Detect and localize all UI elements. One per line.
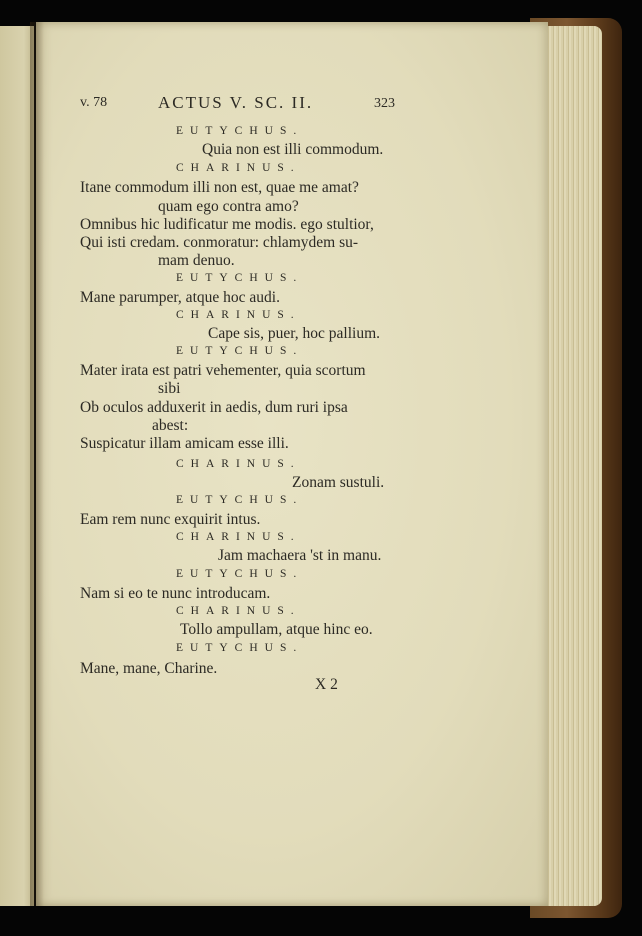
verse-line: sibi xyxy=(158,380,181,397)
verse-line: Nam si eo te nunc introducam. xyxy=(80,585,271,602)
speaker-label: CHARINUS. xyxy=(176,309,301,321)
speaker-label: EUTYCHUS. xyxy=(176,345,304,357)
verse-line: Quia non est illi commodum. xyxy=(202,141,384,158)
verse-line: Suspicatur illam amicam esse illi. xyxy=(80,435,289,452)
speaker-label: EUTYCHUS. xyxy=(176,568,304,580)
verse-line: Jam machaera 'st in manu. xyxy=(218,547,382,564)
speaker-label: EUTYCHUS. xyxy=(176,272,304,284)
speaker-label: EUTYCHUS. xyxy=(176,642,304,654)
verse-line: Qui isti credam. conmoratur: chlamydem su- xyxy=(80,234,359,251)
speaker-label: EUTYCHUS. xyxy=(176,494,304,506)
verse-line: Mane parumper, atque hoc audi. xyxy=(80,289,280,306)
verse-line: quam ego contra amo? xyxy=(158,198,299,215)
verse-line: abest: xyxy=(152,417,189,434)
speaker-label: CHARINUS. xyxy=(176,605,301,617)
facing-page-edge xyxy=(0,26,34,906)
verse-line: Itane commodum illi non est, quae me amat? xyxy=(80,179,359,196)
verse-line: Tollo ampullam, atque hinc eo. xyxy=(180,621,373,638)
running-head-title: ACTUS V. SC. II. xyxy=(158,93,314,112)
signature-mark: X 2 xyxy=(315,676,338,693)
gutter-shadow xyxy=(30,22,44,906)
page-number: 323 xyxy=(374,96,395,111)
verse-line: Mater irata est patri vehementer, quia scortum xyxy=(80,362,366,379)
speaker-label: EUTYCHUS. xyxy=(176,125,304,137)
speaker-label: CHARINUS. xyxy=(176,458,301,470)
verse-line: Mane, mane, Charine. xyxy=(80,660,218,677)
verse-line: Ob oculos adduxerit in aedis, dum ruri ipsa xyxy=(80,399,348,416)
verse-number: v. 78 xyxy=(80,95,108,110)
verse-line: mam denuo. xyxy=(158,252,235,269)
speaker-label: CHARINUS. xyxy=(176,162,301,174)
verse-line: Omnibus hic ludificatur me modis. ego stultior, xyxy=(80,216,374,233)
verse-line: Cape sis, puer, hoc pallium. xyxy=(208,325,380,342)
verse-line: Eam rem nunc exquirit intus. xyxy=(80,511,261,528)
speaker-label: CHARINUS. xyxy=(176,531,301,543)
verse-line: Zonam sustuli. xyxy=(292,474,385,491)
